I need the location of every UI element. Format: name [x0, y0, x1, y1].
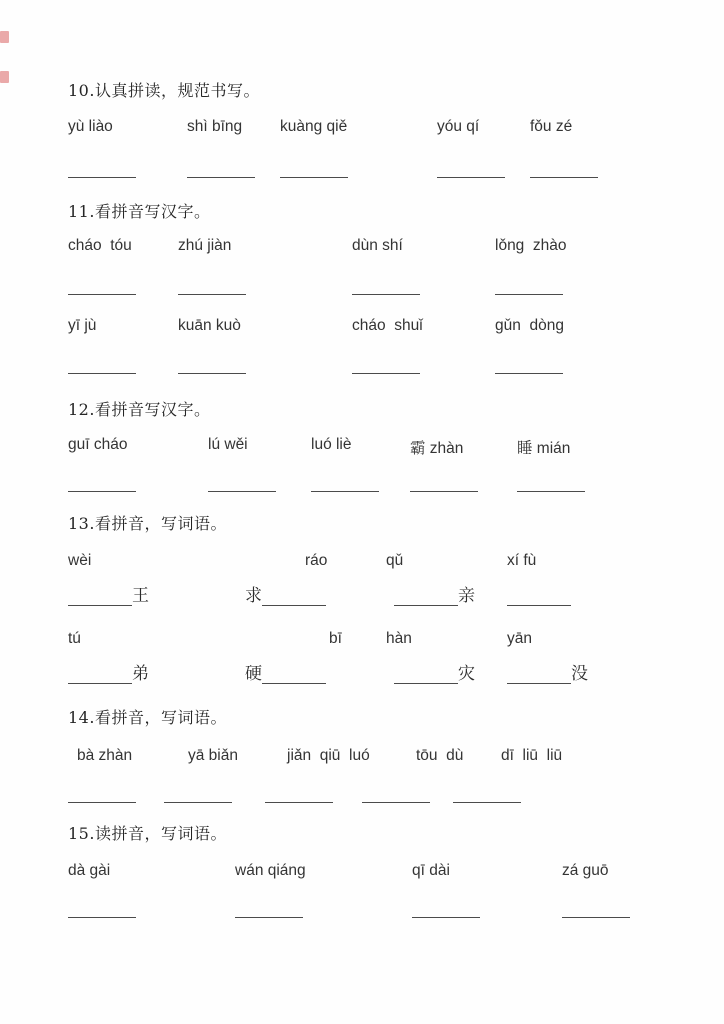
pinyin-word: ráo [305, 552, 328, 569]
section-15-title: 15.读拼音，写词语。 [68, 824, 227, 843]
pinyin-word: yān [507, 630, 532, 647]
pinyin-word: hàn [386, 630, 412, 647]
section-11-title: 11.看拼音写汉字。 [68, 202, 211, 221]
given-character: 求 [245, 586, 262, 606]
answer-blank [507, 588, 571, 606]
given-character: 灾 [458, 664, 475, 684]
answer-blank [164, 802, 232, 803]
answer-blank [311, 491, 379, 492]
pinyin-word: qǔ [386, 552, 404, 569]
answer-blank [68, 373, 136, 374]
answer-blank [178, 373, 246, 374]
pinyin-word: lú wěi [208, 436, 248, 453]
answer-blank [495, 373, 563, 374]
answer-blank [68, 666, 132, 684]
pinyin-word: yù liào [68, 118, 113, 135]
pinyin-word: zhú jiàn [178, 237, 232, 254]
given-character: 弟 [132, 664, 149, 684]
pinyin-word: bī [329, 630, 342, 647]
section-13-title: 13.看拼音，写词语。 [68, 514, 227, 533]
fill-item [394, 586, 475, 606]
pinyin-word: dī liū liū [501, 747, 563, 764]
answer-blank [412, 917, 480, 918]
fill-item [245, 586, 326, 606]
answer-blank [208, 491, 276, 492]
answer-blank [394, 588, 458, 606]
pinyin-word: tú [68, 630, 81, 647]
pinyin-word: lǒng zhào [495, 237, 567, 254]
fill-item [68, 664, 149, 684]
answer-blank [495, 294, 563, 295]
given-character: 亲 [458, 586, 475, 606]
given-character: 硬 [245, 664, 262, 684]
answer-blank [352, 294, 420, 295]
fill-item [394, 664, 475, 684]
answer-blank [530, 177, 598, 178]
fill-item [507, 664, 588, 684]
answer-blank [68, 177, 136, 178]
section-14-title: 14.看拼音，写词语。 [68, 708, 227, 727]
answer-blank [178, 294, 246, 295]
fill-item [507, 586, 571, 606]
pinyin-word: yóu qí [437, 118, 480, 135]
pinyin-word: cháo shuǐ [352, 317, 423, 334]
pinyin-word: 霸 zhàn [410, 440, 464, 457]
answer-blank [352, 373, 420, 374]
fill-item [245, 664, 326, 684]
answer-blank [262, 666, 326, 684]
answer-blank [517, 491, 585, 492]
pinyin-word: 睡 mián [517, 440, 571, 457]
pinyin-word: tōu dù [416, 747, 464, 764]
answer-blank [68, 588, 132, 606]
given-character: 王 [132, 586, 149, 606]
answer-blank [437, 177, 505, 178]
answer-blank [68, 294, 136, 295]
answer-blank [394, 666, 458, 684]
answer-blank [68, 917, 136, 918]
pinyin-word: xí fù [507, 552, 537, 569]
pinyin-word: guī cháo [68, 436, 128, 453]
section-12-title: 12.看拼音写汉字。 [68, 400, 211, 419]
red-scan-mark [0, 31, 9, 43]
pinyin-word: kuān kuò [178, 317, 241, 334]
section-10-title: 10.认真拼读，规范书写。 [68, 81, 260, 100]
pinyin-word: gǔn dòng [495, 317, 564, 334]
pinyin-word: kuàng qiě [280, 118, 348, 135]
pinyin-word: cháo tóu [68, 237, 132, 254]
red-scan-mark [0, 71, 9, 83]
pinyin-word: fǒu zé [530, 118, 573, 135]
pinyin-word: dà gài [68, 862, 111, 879]
answer-blank [265, 802, 333, 803]
answer-blank [280, 177, 348, 178]
given-character: 没 [571, 664, 588, 684]
pinyin-word: qī dài [412, 862, 450, 879]
pinyin-word: yā biǎn [188, 747, 238, 764]
pinyin-word: yī jù [68, 317, 97, 334]
pinyin-word: jiǎn qiū luó [287, 747, 370, 764]
pinyin-word: zá guō [562, 862, 609, 879]
answer-blank [453, 802, 521, 803]
fill-item [68, 586, 149, 606]
answer-blank [562, 917, 630, 918]
pinyin-word: shì bīng [187, 118, 243, 135]
answer-blank [362, 802, 430, 803]
answer-blank [410, 491, 478, 492]
pinyin-word: wèi [68, 552, 92, 569]
answer-blank [68, 802, 136, 803]
pinyin-word: wán qiáng [235, 862, 306, 879]
answer-blank [262, 588, 326, 606]
pinyin-word: bà zhàn [77, 747, 133, 764]
answer-blank [235, 917, 303, 918]
pinyin-word: dùn shí [352, 237, 403, 254]
pinyin-word: luó liè [311, 436, 352, 453]
answer-blank [187, 177, 255, 178]
answer-blank [507, 666, 571, 684]
answer-blank [68, 491, 136, 492]
